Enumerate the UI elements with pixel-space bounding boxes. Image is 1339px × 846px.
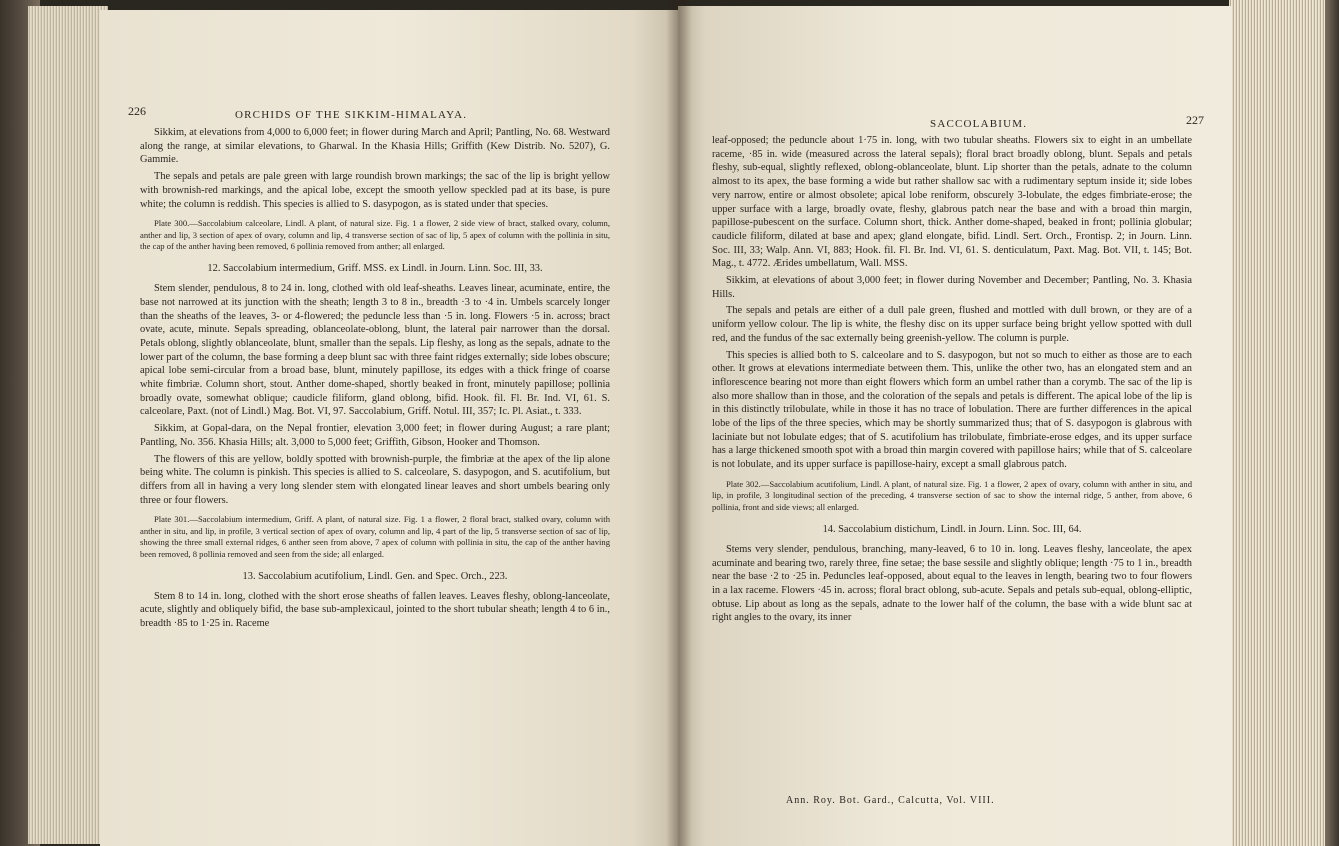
paragraph: Sikkim, at Gopal-dara, on the Nepal frontier, elevation 3,000 feet; in flower during August; a rare plant; Pantling, No. 356. Khasia Hills; alt. 3,000 to 5,000 feet; Griffith, Gibson, Hooker and Thomson. <box>140 423 610 448</box>
paragraph: Stem slender, pendulous, 8 to 24 in. long, clothed with old leaf-sheaths. Leaves linear, acuminate, entire, the base not narrowed at its junction with the sheath; length 3 to 8 in., breadth ·3 to ·4 in. Umbels scarcely longer than the sheaths of the leaves, 3- or 4-flowered; the peduncle less than ·5 in. long. Flowers ·5 in. across; bract ovate, acute, minute. Sepals spreading, oblanceolate-oblong, blunt, the lateral pair narrower than the dorsal. Petals oblong, slightly oblanceolate, blunt, smaller than the sepals. Lip fleshy, as long as the sepals, adnate to the lower part of the column, the base forming a deep blunt sac with three faint ridges externally; side lobes obscure; apical lobe semi-circular from a broad base, blunt, minutely papillose, its edges with a thick fringe of coarse white fimbriæ. Column short, stout. Anther dome-shaped, shortly beaked in front, minutely papillose; pollinia broadly ovate, somewhat oblique; caudicle filiform, gland oblong, bifid. Hook. fil. Fl. Br. Ind. VI, 61. S. calceolare, Paxt. (not of Lindl.) Mag. Bot. VI, 97. Saccolabium, Griff. Notul. III, 357; Ic. Pl. Asiat., t. 333. <box>140 283 610 418</box>
species-14-heading: 14. Saccolabium distichum, Lindl. in Journ. Linn. Soc. III, 64. <box>822 524 1082 536</box>
paragraph: The sepals and petals are pale green with large roundish brown markings; the sac of the lip is bright yellow with brownish-red markings, and the apical lobe, except the smooth yellow speckled pad at its base, is pure white; the column is reddish. This species is allied to S. dasypogon, as is stated under that species. <box>140 171 610 210</box>
plate-301-caption: Plate 301.—Saccolabium intermedium, Griff. A plant, of natural size. Fig. 1 a flower, 2 floral bract, stalked ovary, column with anther in situ, and lip, in profile, 3 vertical section of apex of ovary, column and lip, 4 part of the lip, 5 transverse section of sac of lip, showing the three small external ridges, 6 anther seen from above, 7 apex of column with pollinia in situ, the cap of the anther having been removed, 8 pollinia removed and seen from the side; all enlarged. <box>140 514 610 559</box>
right-running-head: SACCOLABIUM. <box>930 118 1028 130</box>
left-running-head: ORCHIDS OF THE SIKKIM-HIMALAYA. <box>235 109 468 121</box>
left-page-body <box>140 126 610 634</box>
paragraph: Sikkim, at elevations of about 3,000 feet; in flower during November and December; Pantling, No. 3. Khasia Hills. <box>712 275 1192 300</box>
paragraph: The flowers of this are yellow, boldly spotted with brownish-purple, the fimbriæ at the apex of the lip alone being white. The column is pinkish. This species is allied to S. calceolare, S. dasypogon, and S. acutifolium, but differs from all in having a very long slender stem with elongated linear leaves and short umbels bearing only three or four flowers. <box>140 453 610 506</box>
right-page <box>678 6 1232 846</box>
left-page-number: 226 <box>128 104 146 118</box>
right-cover <box>1325 0 1339 846</box>
paragraph: The sepals and petals are either of a dull pale green, flushed and mottled with dull brown, or they are of a uniform yellow colour. The lip is white, the fleshy disc on its upper surface being bright yellow spotted with dull red, and the fundus of the sac externally being greenish-yellow. The column is purple. <box>712 305 1192 344</box>
paragraph: This species is allied both to S. calceolare and to S. dasypogon, but not so much to either as those are to each other. It grows at elevations intermediate between them. This, unlike the other two, has an elongated stem and an inflorescence bearing not more than eight flowers which form an umbel rather than a corymb. The sac of the lip is also more shallow than in those, and the coloration of the sepals and petals is different. The apical lobe of the lip is in this distinctly trilobulate, while in those it has no trace of lobulation. There are further differences in the apical lobe of the lips of the three species, which may be shortly summarized thus; that of S. dasypogon is glabrous with laciniate but not lobulate edges; that of S. acutifolium has trilobulate, fimbriate-erose edges, and its upper surface has a large thickened smooth spot with a broad thin margin covered with papillose hairs; while that of S. calceolare is not lobulate, and its upper surface is papillose-hairy, except a small glabrous patch. <box>712 349 1192 471</box>
right-page-body <box>712 134 1192 628</box>
species-12-heading: 12. Saccolabium intermedium, Griff. MSS. ex Lindl. in Journ. Linn. Soc. III, 33. <box>207 263 543 275</box>
right-page-footer: Ann. Roy. Bot. Gard., Calcutta, Vol. VIII. <box>786 795 995 806</box>
paragraph: leaf-opposed; the peduncle about 1·75 in. long, with two tubular sheaths. Flowers six to eight in an umbellate raceme, ·85 in. wide (measured across the lateral sepals); floral bract broadly oblong, blunt. Sepals and petals fleshy, sub-equal, slightly reflexed, oblong-oblanceolate, blunt. Lip shorter than the petals, adnate to the column almost to its apex, the base forming a wide but rather shallow sac with a rudimentary septum inside it; side lobes very narrow, entire or almost obsolete; apical lobe reniform, obscurely 3-lobulate, the edges fimbriate-erose; the upper surface with a large, broadly ovate, fleshy, glabrous patch near the base and with a broad thin margin, papillose-pubescent on the surface. Column short, thick. Anther dome-shaped, beaked in front; pollinia globular; caudicle filiform, dilated at base and apex; gland elongate, bifid. Lindl. Sert. Orch., Frontisp. 2; in Journ. Linn. Soc. III, 33; Walp. Ann. VI, 883; Hook. fil. Fl. Br. Ind. VI, 61. S. denticulatum, Paxt. Mag. Bot. VII, t. 145; Bot. Mag., t. 4772. Ærides umbellatum, Wall. MSS. <box>712 135 1192 270</box>
species-13-heading: 13. Saccolabium acutifolium, Lindl. Gen. and Spec. Orch., 223. <box>242 571 508 583</box>
right-page-number: 227 <box>1186 113 1204 127</box>
paragraph: Sikkim, at elevations from 4,000 to 6,000 feet; in flower during March and April; Pantling, No. 68. Westward along the range, at similar elevations, to Gharwal. In the Khasia Hills; Griffith (Kew Distrib. No. 5207), G. Gammie. <box>140 127 610 166</box>
left-page-edges <box>28 6 108 844</box>
paragraph: Stems very slender, pendulous, branching, many-leaved, 6 to 10 in. long. Leaves fleshy, lanceolate, the apex acuminate and bearing two, rarely three, fine setae; the base sessile and slightly oblique; length ·75 to 1 in., breadth near the base ·2 to ·25 in. Peduncles leaf-opposed, about equal to the leaves in length, bearing two to four flowers in a lax raceme. Flowers ·45 in. across; floral bract oblong, sub-acute. Sepals and petals sub-equal, oblong-elliptic, obtuse. Lip about as long as the sepals, adnate to the lower half of the column, the base with a wide blunt sac at right angles to the ovary, its inner <box>712 543 1192 624</box>
plate-302-caption: Plate 302.—Saccolabium acutifolium, Lindl. A plant, of natural size. Fig. 1 a flower, 2 apex of ovary, column with anther in situ, and lip, in profile, 3 longitudinal section of the preceding, 4 transverse section of sac to show the internal ridge, 5 anther, from above, 6 pollinia, front and side views; all enlarged. <box>712 478 1192 512</box>
left-page <box>100 10 678 846</box>
plate-300-caption: Plate 300.—Saccolabium calceolare, Lindl. A plant, of natural size. Fig. 1 a flower, 2 side view of bract, stalked ovary, column, anther and lip, 3 section of apex of ovary, column and lip, 4 transverse section of sac of lip, 5 apex of column with the pollinia in situ, the cap of the anther having been removed, 6 pollinia removed from anther; all enlarged. <box>140 218 610 252</box>
right-page-edges <box>1229 0 1339 846</box>
paragraph: Stem 8 to 14 in. long, clothed with the short erose sheaths of fallen leaves. Leaves fleshy, oblong-lanceolate, acute, slightly and obliquely bifid, the base sub-amplexicaul, jointed to the short tubular sheath; length 4 to 6 in., breadth ·85 to 1·25 in. Raceme <box>140 590 610 630</box>
